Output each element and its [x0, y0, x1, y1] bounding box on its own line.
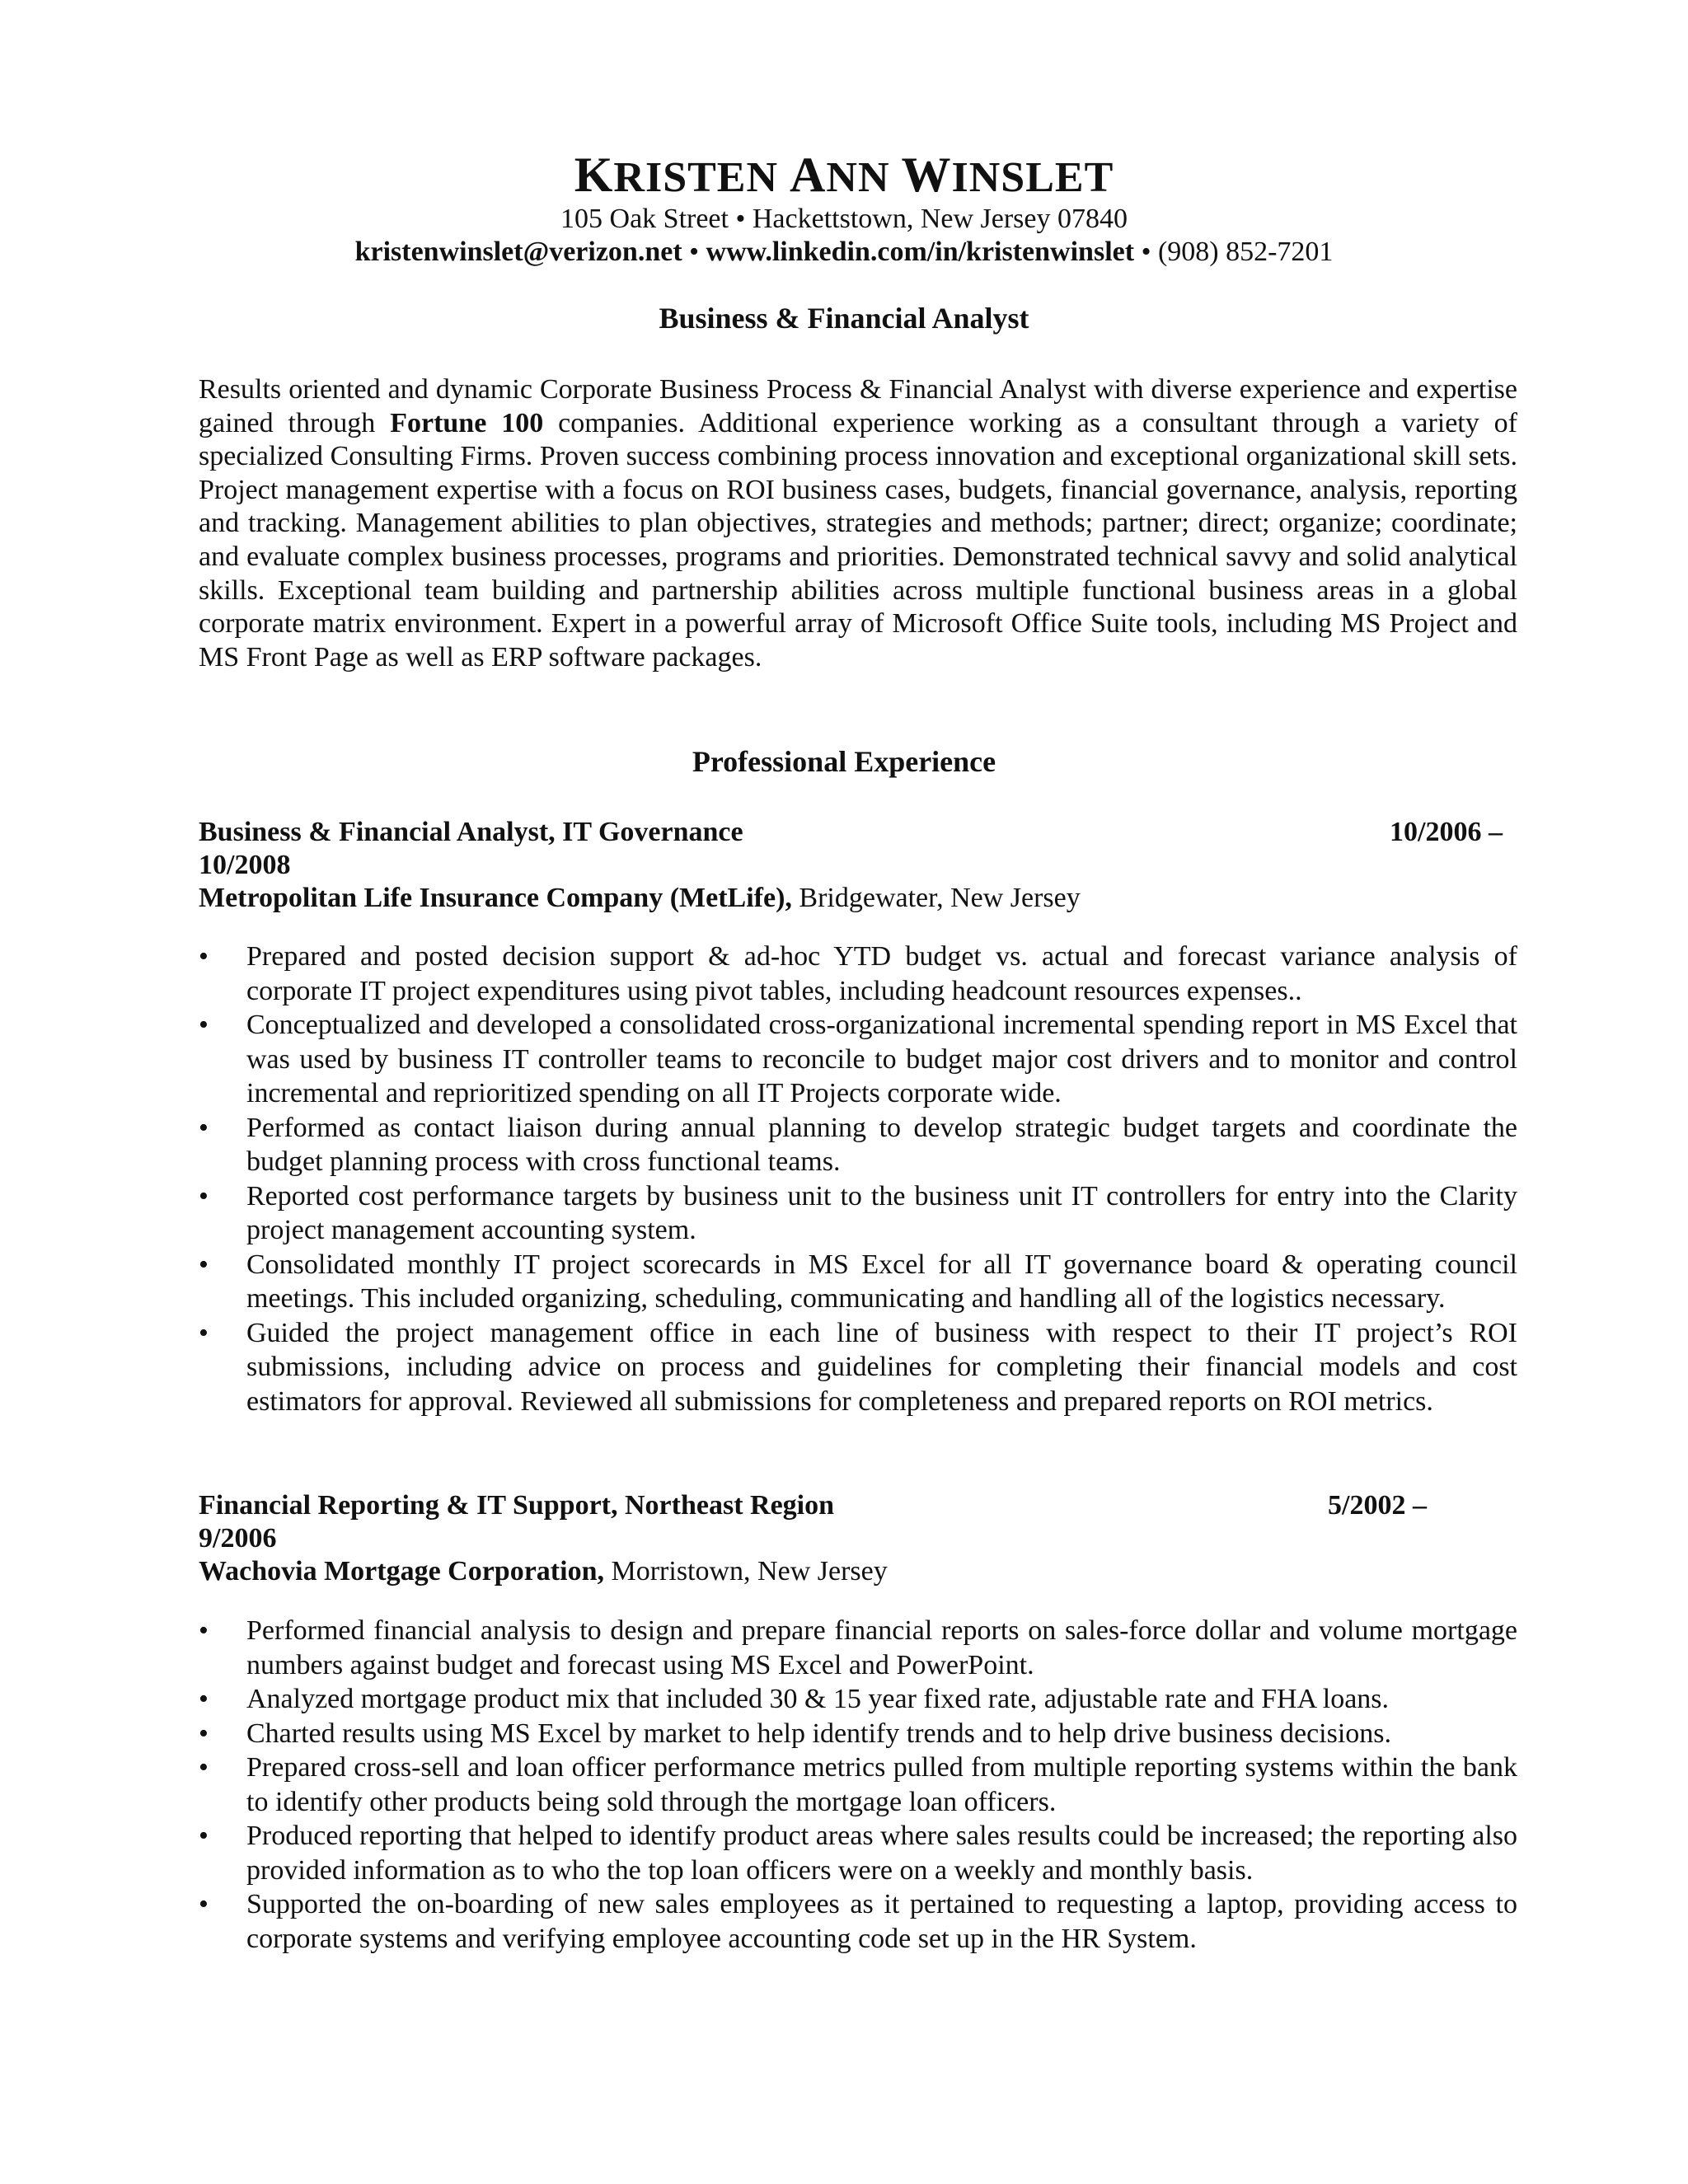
job-bullets [199, 940, 1517, 1418]
company-location: Bridgewater, New Jersey [791, 883, 1081, 913]
list-item: • Consolidated monthly IT project scorecards in MS Excel for all IT governance board & operating council meetings. This included organizing, scheduling, communicating and handling all of the logistics necessary. [199, 1248, 1517, 1316]
separator: • [682, 237, 706, 267]
list-item: • Analyzed mortgage product mix that included 30 & 15 year fixed rate, adjustable rate and FHA loans. [199, 1682, 1517, 1717]
name-last-rest: INSLET [951, 154, 1114, 201]
summary-text-2: companies. Additional experience working as a consultant through a variety of specialized Consulting Firms. Proven success combining process innovation and exceptional organizational skill sets. Project management expertise with a focus on ROI business cases, budgets, financial governance, analysis, reporting and tracking. Management abilities to plan objectives, strategies and methods; partner; direct; organize; coordinate; and evaluate complex business processes, programs and priorities. Demonstrated technical savvy and solid analytical skills. Exceptional team building and partnership abilities across multiple functional business areas in a global corporate matrix environment. Expert in a powerful array of Microsoft Office Suite tools, including MS Project and MS Front Page as well as ERP software packages. [199, 407, 1517, 673]
company-name: Wachovia Mortgage Corporation, [199, 1556, 604, 1586]
company-line [199, 1555, 1517, 1588]
list-item: • Produced reporting that helped to identify product areas where sales results could be increased; the reporting also provided information as to who the top loan officers were on a weekly and monthly basis. [199, 1819, 1517, 1887]
name-middle-rest: NN [826, 154, 890, 201]
job-header [199, 1489, 1517, 1588]
summary-paragraph [199, 373, 1517, 674]
summary-text-1: Results oriented and dynamic Corporate Business Process & Financial Analyst with diverse experience and expertise gained through [199, 374, 1517, 438]
linkedin-link[interactable]: www.linkedin.com/in/kristenwinslet [706, 237, 1135, 267]
list-item: • Performed as contact liaison during annual planning to develop strategic budget targets and coordinate the budget planning process with cross functional teams. [199, 1111, 1517, 1179]
address-line: 105 Oak Street • Hackettstown, New Jersey 07840 [560, 204, 1128, 234]
job-header [199, 816, 1517, 915]
list-item: • Charted results using MS Excel by market to help identify trends and to help drive business decisions. [199, 1717, 1517, 1751]
name-middle-initial: A [790, 148, 827, 202]
job-dates-end: 9/2006 [199, 1523, 277, 1554]
company-line [199, 882, 1517, 915]
list-item: • Prepared cross-sell and loan officer performance metrics pulled from multiple reporting systems within the bank to identify other products being sold through the mortgage loan officers. [199, 1750, 1517, 1819]
company-name: Metropolitan Life Insurance Company (MetLife), [199, 883, 792, 913]
job-title: Business & Financial Analyst, IT Governance [199, 817, 743, 847]
job-dates-start: 5/2002 – [1328, 1490, 1427, 1521]
contact-line [0, 236, 1688, 269]
separator: • [1134, 237, 1158, 267]
list-item: • Guided the project management office in each line of business with respect to their IT project’s ROI submissions, including advice on process and guidelines for completing their financial models and cost estimators for approval. Reviewed all submissions for completeness and prepared reports on ROI metrics. [199, 1316, 1517, 1419]
name-last-initial: W [901, 148, 952, 202]
company-location: Morristown, New Jersey [604, 1556, 888, 1586]
summary-bold: Fortune 100 [390, 407, 544, 438]
list-item: • Supported the on-boarding of new sales employees as it pertained to requesting a laptop, providing access to corporate systems and verifying employee accounting code set up in the HR System. [199, 1887, 1517, 1956]
list-item: • Performed financial analysis to design and prepare financial reports on sales-force dollar and volume mortgage numbers against budget and forecast using MS Excel and PowerPoint. [199, 1614, 1517, 1682]
experience-heading: Professional Experience [692, 745, 996, 778]
job-dates-start: 10/2006 – [1390, 817, 1503, 847]
list-item: • Reported cost performance targets by business unit to the business unit IT controllers for entry into the Clarity project management accounting system. [199, 1179, 1517, 1248]
list-item: • Prepared and posted decision support & ad-hoc YTD budget vs. actual and forecast variance analysis of corporate IT project expenditures using pivot tables, including headcount resources expenses.. [199, 940, 1517, 1008]
job-dates-end: 10/2008 [199, 850, 291, 880]
name-first-initial: K [574, 148, 614, 202]
job-bullets [199, 1614, 1517, 1956]
headline: Business & Financial Analyst [659, 302, 1029, 335]
email-link[interactable]: kristenwinslet@verizon.net [354, 237, 682, 267]
list-item: • Conceptualized and developed a consolidated cross-organizational incremental spending report in MS Excel that was used by business IT controller teams to reconcile to budget major cost drivers and to monitor and control incremental and reprioritized spending on all IT Projects corporate wide. [199, 1008, 1517, 1111]
candidate-name [0, 150, 1688, 203]
job-title: Financial Reporting & IT Support, Northeast Region [199, 1490, 835, 1521]
name-first-rest: RISTEN [613, 154, 779, 201]
phone-number: (908) 852-7201 [1157, 237, 1334, 267]
